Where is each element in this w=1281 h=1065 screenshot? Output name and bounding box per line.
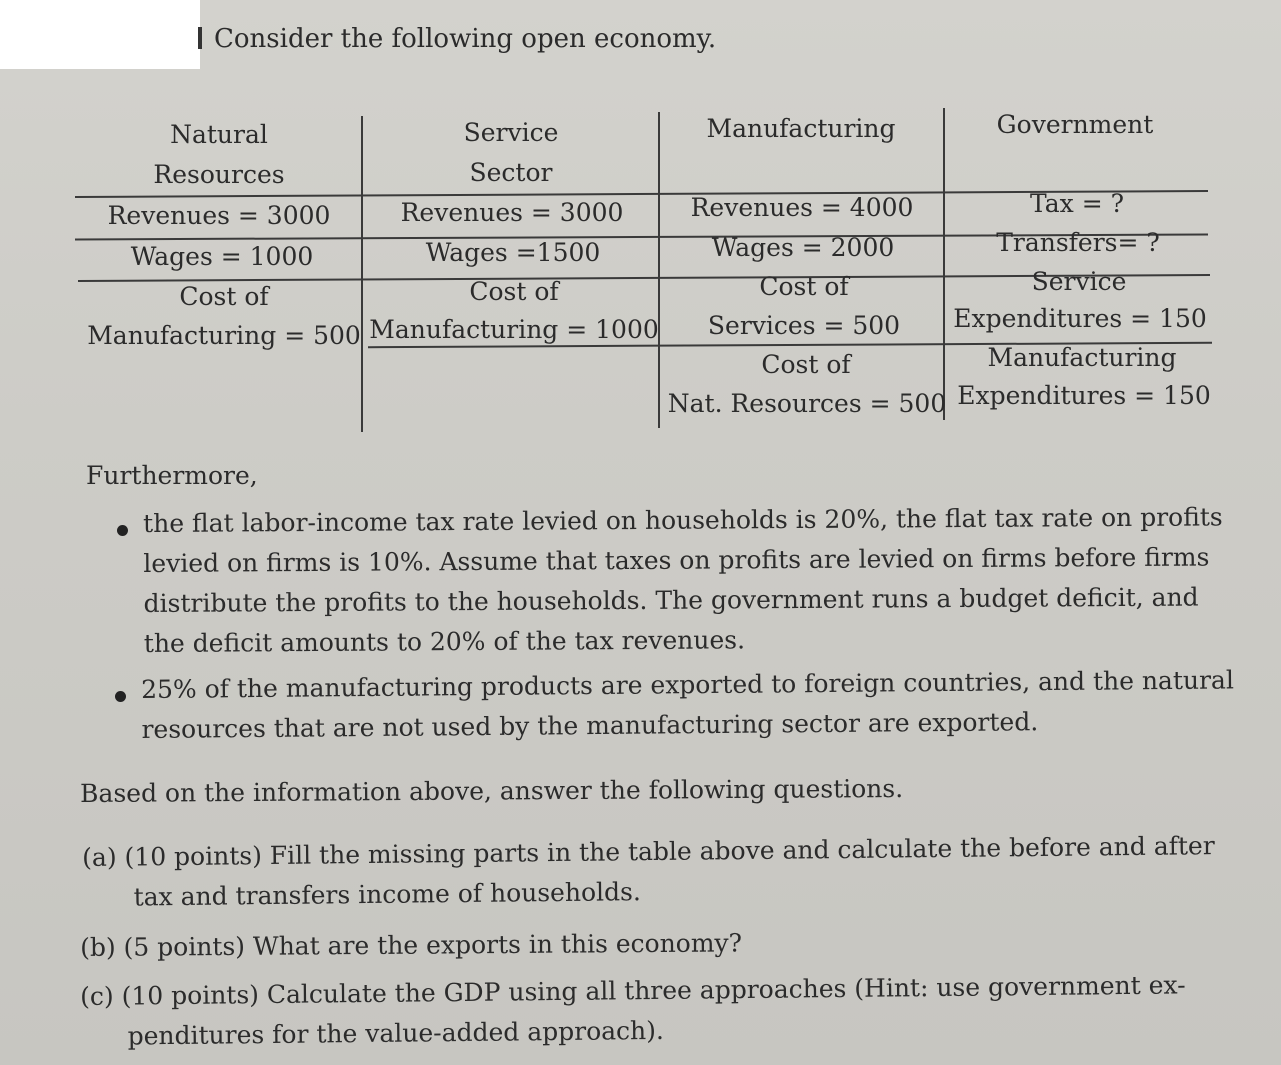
natural-cost-of: Cost of (179, 282, 269, 311)
government-manufacturing: Manufacturing (987, 343, 1177, 372)
header-natural-1: Natural (170, 120, 268, 149)
header-natural-2: Resources (153, 160, 285, 189)
natural-wages: Wages = 1000 (130, 242, 314, 271)
header-service-2: Sector (469, 158, 553, 187)
manufacturing-cost-of: Cost of (759, 272, 849, 301)
table-col-divider (658, 112, 660, 428)
service-cost-of: Cost of (469, 277, 559, 306)
header-service-1: Service (463, 118, 559, 147)
bullet-dot (115, 691, 126, 702)
question-c (80, 965, 1186, 1057)
manufacturing-cost-services: Services = 500 (707, 311, 901, 340)
question-a (82, 826, 1215, 918)
government-service: Service (1031, 267, 1127, 296)
table-col-divider (361, 116, 363, 432)
intro-label: Consider the following open economy. (214, 24, 717, 54)
service-cost-manufacturing: Manufacturing = 1000 (369, 315, 659, 344)
question-c-label: (c) (80, 981, 114, 1011)
question-b (80, 923, 742, 968)
government-tax: Tax = ? (1030, 189, 1124, 218)
question-b-label: (b) (80, 932, 116, 962)
manufacturing-wages: Wages = 2000 (711, 233, 895, 262)
question-a-line: (10 points) Fill the missing parts in the table above and calculate the before and after (124, 831, 1215, 872)
based-text: Based on the information above, answer the following questions. (80, 773, 904, 808)
table-col-divider (943, 108, 945, 420)
question-c-line: (10 points) Calculate the GDP using all three approaches (Hint: use government ex- (121, 970, 1186, 1011)
bullet-2-line: 25% of the manufacturing products are exported to foreign countries, and the natural (141, 665, 1235, 704)
natural-revenues: Revenues = 3000 (107, 201, 331, 230)
question-b-line: (5 points) What are the exports in this economy? (123, 928, 743, 962)
natural-cost-manufacturing: Manufacturing = 500 (87, 321, 361, 350)
question-a-line: tax and transfers income of households. (133, 877, 641, 912)
manufacturing-cost-natural: Nat. Resources = 500 (667, 389, 947, 418)
government-manufacturing-expenditures: Expenditures = 150 (957, 381, 1211, 410)
government-service-expenditures: Expenditures = 150 (953, 304, 1207, 333)
bullet-2-line: resources that are not used by the manufacturing sector are exported. (141, 707, 1039, 744)
service-wages: Wages =1500 (425, 238, 601, 267)
manufacturing-revenues: Revenues = 4000 (690, 193, 914, 222)
bullet-1 (143, 497, 1224, 664)
economy-table (0, 0, 1281, 440)
bullet-dot (117, 525, 128, 536)
bullet-1-line: distribute the profits to the households. The government runs a budget deficit, and (143, 582, 1199, 618)
government-transfers: Transfers= ? (996, 228, 1160, 257)
header-manufacturing: Manufacturing (706, 114, 896, 143)
bullet-2 (141, 660, 1234, 750)
manufacturing-cost-of-2: Cost of (761, 350, 851, 379)
bullet-1-line: levied on firms is 10%. Assume that taxes on profits are levied on firms before firms (143, 542, 1210, 578)
furthermore-text: Furthermore, (86, 461, 258, 490)
question-a-label: (a) (82, 842, 117, 872)
question-c-line: penditures for the value-added approach). (127, 1015, 665, 1051)
bullet-1-line: the deficit amounts to 20% of the tax revenues. (143, 625, 746, 658)
bullet-1-line: the flat labor-income tax rate levied on households is 20%, the flat tax rate on profits (143, 502, 1223, 538)
header-government: Government (996, 110, 1154, 139)
service-revenues: Revenues = 3000 (400, 198, 624, 227)
